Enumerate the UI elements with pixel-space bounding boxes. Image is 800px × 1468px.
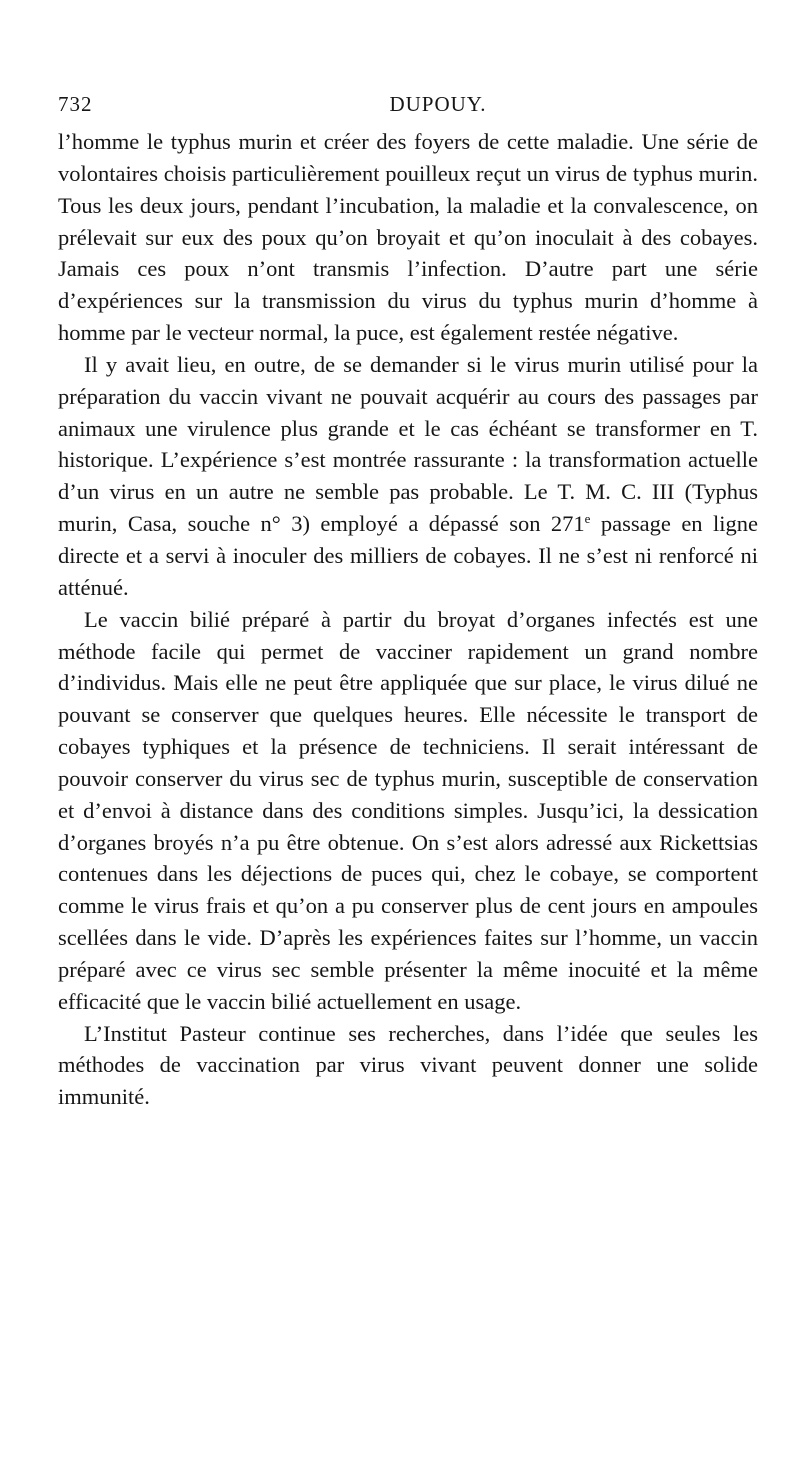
paragraph-continued: l’homme le typhus murin et créer des foyers de cette maladie. Une série de volontaires choisis particulièrement pouilleux reçut un virus de typhus murin. Tous les deux jours, pendant l’incubation, la maladie et la convalescence, on prélevait sur eux des poux qu’on broyait et qu’on inoculait à des cobayes. Jamais ces poux n’ont transmis l’infection. D’autre part une série d’expériences sur la transmission du virus du typhus murin d’homme à homme par le vecteur normal, la puce, est également restée négative. [58, 129, 758, 346]
paragraph-vaccin-bilie: Le vaccin bilié préparé à partir du broyat d’organes infectés est une méthode facile qui permet de vacciner rapidement un grand nombre d’individus. Mais elle ne peut être appliquée que sur place, le virus dilué ne pouvant se conserver que quelques heures. Elle nécessite le transport de cobayes typhiques et la présence de techniciens. Il serait intéressant de pouvoir conserver du virus sec de typhus murin, susceptible de conservation et d’envoi à distance dans des conditions simples. Jusqu’ici, la dessication d’organes broyés n’a pu être obtenue. On s’est alors adressé aux Rickettsias contenues dans les déjections de puces qui, chez le cobaye, se comportent comme le virus frais et qu’on a pu conserver plus de cent jours en ampoules scellées dans le vide. D’après les expériences faites sur l’homme, un vaccin préparé avec ce virus sec semble présenter la même inocuité et la même efficacité que le vaccin bilié actuellement en usage. [58, 606, 758, 1014]
paragraph-text: passage en ligne directe et a servi à inoculer des milliers de cobayes. Il ne s’est ni renforcé ni atténué. [58, 511, 758, 600]
page-number: 732 [58, 92, 93, 116]
paragraph-institut-pasteur: L’Institut Pasteur continue ses recherches, dans l’idée que seules les méthodes de vaccination par virus vivant peuvent donner une solide immunité. [58, 1020, 758, 1110]
paragraph-virus-stability [58, 349, 758, 604]
ordinal-superscript: e [584, 511, 591, 527]
paragraph-text: Il y avait lieu, en outre, de se demander si le virus murin utilisé pour la préparation du vaccin vivant ne pouvait acquérir au cours des passages par animaux une virulence plus grande et le cas échéant se transformer en T. historique. L’expérience s’est montrée rassurante : la transformation actuelle d’un virus en un autre ne semble pas probable. Le T. M. C. III (Typhus murin, Casa, souche n° 3) employé a dépassé son 271 [58, 351, 758, 537]
running-title: DUPOUY. [389, 92, 487, 116]
body-text [58, 126, 758, 1113]
running-head [58, 88, 758, 118]
page [58, 88, 758, 1113]
